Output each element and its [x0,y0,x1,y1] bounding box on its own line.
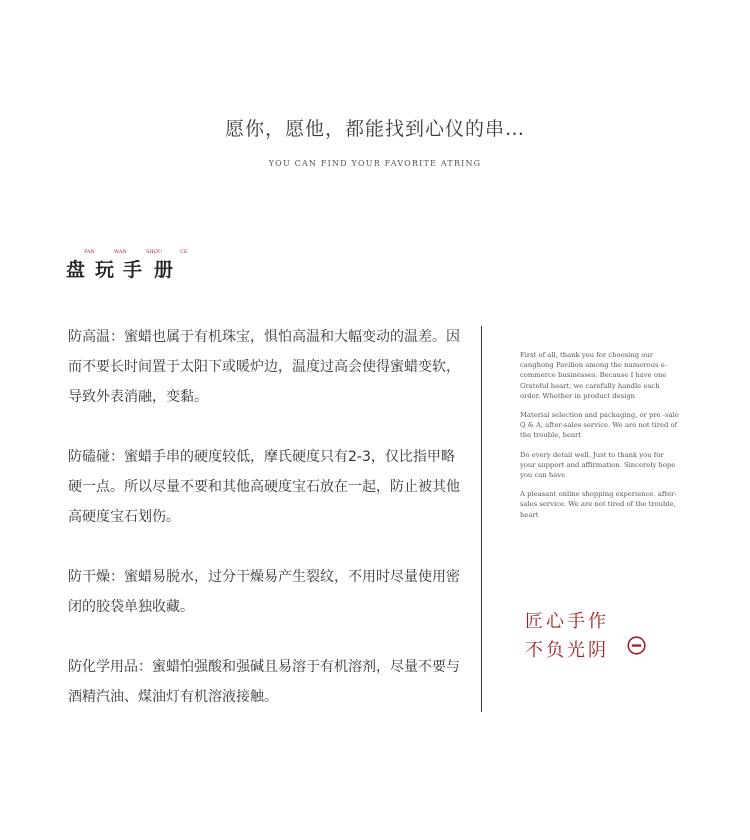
slogan-line-1: 匠心手作 [525,611,609,632]
care-paragraph-dryness: 防干燥：蜜蜡易脱水，过分干燥易产生裂纹，不用时尽量使用密闭的胶袋单独收藏。 [68,569,460,615]
manual-title-char: 玩 [95,259,115,281]
manual-title-pinyin: CE [180,249,188,255]
vertical-divider [481,326,482,712]
care-paragraph-chemicals: 防化学用品：蜜蜡怕强酸和强碱且易溶于有机溶剂，尽量不要与酒精汽油、煤油灯有机溶液接触。 [68,659,460,705]
manual-title-pinyin: PAN [84,249,95,255]
manual-title [66,251,206,281]
manual-title-pinyin: WAN [114,249,127,255]
subline: YOU CAN FIND YOUR FAVORITE ATRING [268,159,482,168]
english-paragraph: Material selection and packaging, or pre -sale Q & A, after-sales service. We are not tired of the trouble, heart [520,411,679,440]
manual-title-char: 手 [123,259,143,281]
care-instructions [68,322,468,712]
manual-title-char: 册 [154,259,174,281]
slogan [525,607,609,665]
english-paragraph: Do every detail well. Just to thank you for your support and affirmation. Sincerely hope you can have [520,450,676,480]
care-paragraph-impact: 防磕碰：蜜蜡手串的硬度较低，摩氏硬度只有2-3，仅比指甲略硬一点。所以尽量不要和其他高硬度宝石放在一起，防止被其他高硬度宝石划伤。 [68,449,460,525]
english-note [520,350,680,529]
slogan-line-2: 不负光阴 [525,640,609,661]
english-paragraph: First of all, thank you for choosing our canghong Pavilion among the numerous e-commerce businesses. Because I have one Grateful heart, we carefully handle each order. Whether in product design [520,351,667,400]
care-paragraph-heat: 防高温：蜜蜡也属于有机珠宝，惧怕高温和大幅变动的温差。因而不要长时间置于太阳下或暖炉边，温度过高会使得蜜蜡变软，导致外表消融，变黏。 [68,329,460,405]
manual-title-char: 盘 [66,259,86,281]
headline: 愿你，愿他，都能找到心仪的串… [224,118,525,140]
circle-minus-icon [627,636,646,655]
manual-title-pinyin: SHOU [146,249,163,255]
english-paragraph: A pleasant online shopping experience. after-sales service. We are not tired of the trouble, heart [520,490,677,519]
